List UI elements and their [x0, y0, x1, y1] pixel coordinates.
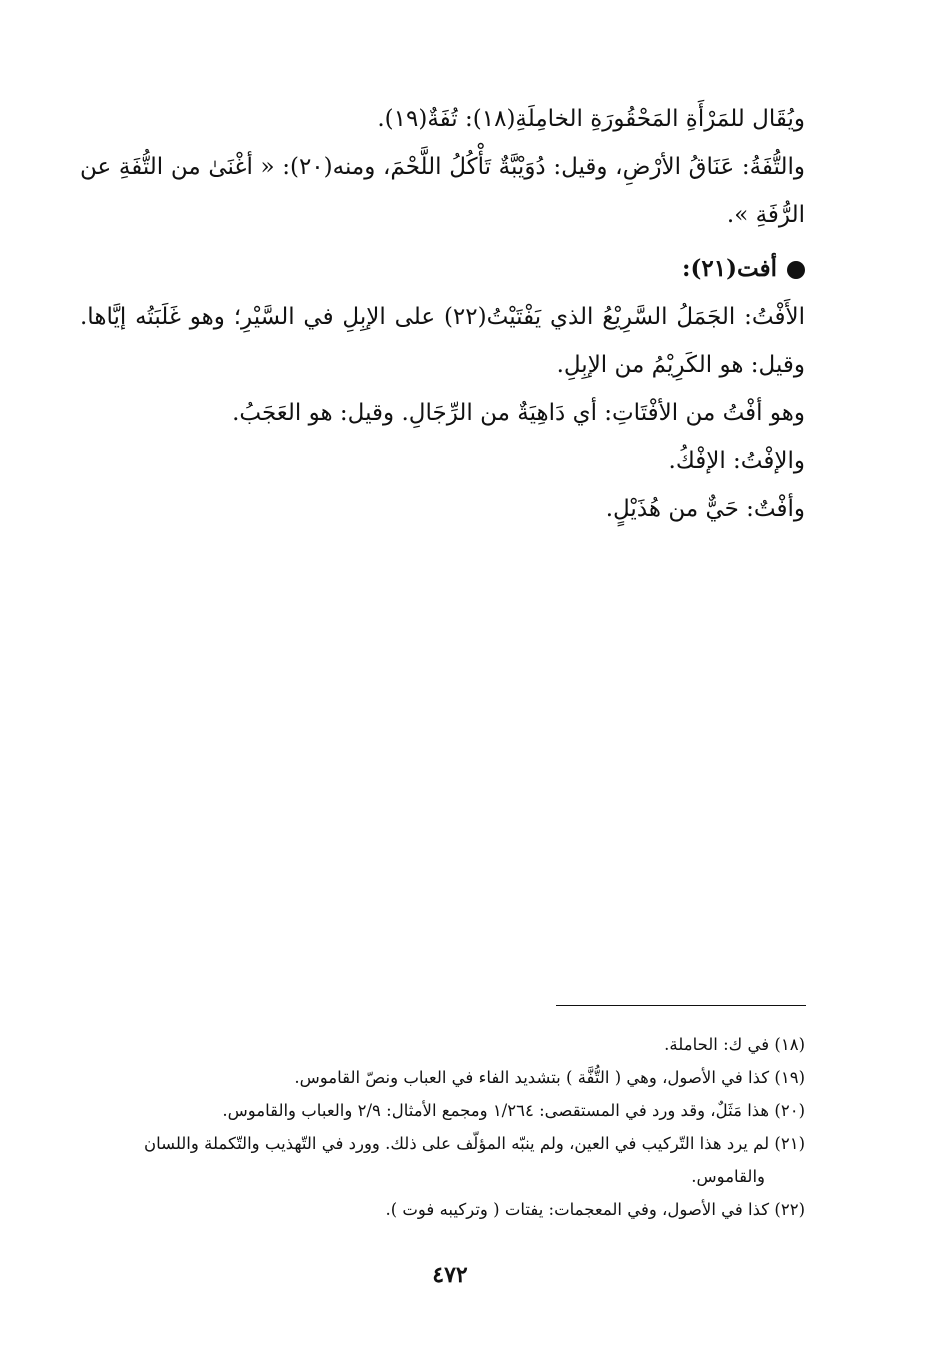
footnote-18: (١٨) في ك: الحاملة. [664, 1035, 805, 1054]
text-line-2: والتُّفَةُ: عَنَاقُ الأرْضِ، وقيل: دُوَيْبَّةٌ تَأْكُلُ اللَّحْمَ، ومنه(٢٠): « أغْنَىٰ من التُّفَةِ عن الرُّفَةِ ». [80, 154, 805, 228]
footnote-22: (٢٢) كذا في الأصول، وفي المعجمات: يفتات ( وتركيبه فوت ). [385, 1200, 805, 1219]
footnote-20: (٢٠) هذا مَثَلٌ، وقد ورد في المستقصى: ١/٢٦٤ ومجمع الأمثال: ٢/٩ والعباب والقاموس. [222, 1101, 805, 1120]
entry-heading-text: أفت(٢١): [682, 255, 777, 282]
footnote-21: (٢١) لم يرد هذا التّركيب في العين، ولم ينبّه المؤلّف على ذلك. وورد في التّهذيب والتّكملة واللسان [143, 1134, 805, 1153]
footnote-21-continued: والقاموس. [691, 1167, 765, 1186]
entry-line-1: الأَفْتُ: الجَمَلُ السَّرِيْعُ الذي يَفْتَيْتُ(٢٢) على الإبِلِ في السَّيْرِ؛ وهو غَلَبَتُه إيَّاها. وقيل: هو الكَرِيْمُ من الإبِلِ. [80, 304, 805, 378]
entry-heading [80, 245, 805, 293]
page-number: ٤٧٢ [432, 1262, 468, 1288]
main-text [80, 95, 805, 533]
footnotes [85, 1028, 805, 1226]
entry-line-3: والإفْتُ: الإفْكُ. [668, 448, 805, 474]
entry-line-2: وهو أفْتُ من الأفْتَاتِ: أي دَاهِيَةٌ من الرِّجَالِ. وقيل: هو العَجَبُ. [232, 400, 805, 426]
footnote-separator [556, 1005, 806, 1006]
bullet-icon [787, 261, 805, 279]
footnote-19: (١٩) كذا في الأصول، وهي ( التُّفَّة ) بتشديد الفاء في العباب ونصّ القاموس. [294, 1068, 805, 1087]
text-line-1: ويُقَال للمَرْأَةِ المَحْقُورَةِ الخامِلَةِ(١٨): تُفَةٌ(١٩). [377, 106, 805, 132]
entry-line-4: وأفْتٌ: حَيٌّ من هُذَيْلٍ. [605, 496, 805, 522]
